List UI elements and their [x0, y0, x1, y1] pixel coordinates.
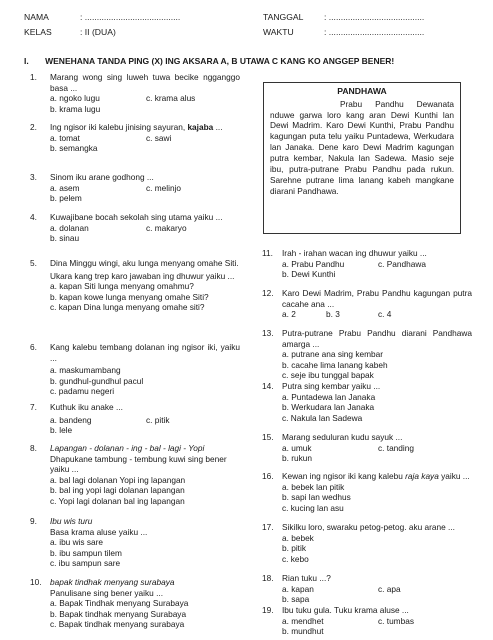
option-c[interactable]: c. pitik [146, 414, 170, 425]
question-text: Marang wong sing luweh tuwa becike ngganggo basa ... [50, 72, 240, 93]
option-c[interactable]: c. melinjo [146, 182, 182, 193]
question-text: Rian tuku ...? [282, 573, 331, 583]
question-text [50, 577, 240, 588]
option-a[interactable]: a. ngoko lugu [50, 93, 100, 104]
option-a[interactable]: a. maskumambang [50, 365, 121, 376]
tanggal-value: : ........................................ [324, 12, 425, 22]
option-b[interactable]: b. sapi lan wedhus [282, 492, 351, 503]
question-text-italic: bapak tindhak menyang surabaya [50, 577, 175, 587]
option-a[interactable]: a. Bapak Tindhak menyang Surabaya [50, 598, 189, 609]
option-a[interactable]: a. bandeng [50, 414, 92, 425]
question-12 [262, 288, 472, 320]
option-c[interactable]: c. kucing lan asu [282, 502, 344, 513]
option-a[interactable]: a. dolanan [50, 222, 89, 233]
instruction-text: WENEHANA TANDA PING (X) ING AKSARA A, B UTAWA C KANG KO ANGGEP BENER! [45, 56, 395, 66]
question-text-pre: Ing ngisor iki kalebu jinising sayuran, [50, 122, 188, 132]
option-c[interactable]: c. kebo [282, 553, 309, 564]
option-c[interactable]: c. kapan Dina lunga menyang omahe siti? [50, 302, 205, 313]
option-c[interactable]: c. Nakula lan Sadewa [282, 412, 363, 423]
option-b[interactable]: b. krama lugu [50, 103, 101, 114]
option-a[interactable]: a. bal lagi dolanan Yopi ing lapangan [50, 474, 186, 485]
question-number: 7. [30, 402, 37, 412]
option-a[interactable]: a. 2 [282, 309, 296, 320]
option-c[interactable]: c. Pandhawa [378, 258, 426, 269]
question-text: Sikilku loro, swaraku petog-petog. aku arane ... [282, 522, 455, 532]
question-text: Sinom iku arane godhong ... [50, 172, 154, 182]
question-number: 2. [30, 122, 37, 132]
question-text: Putra sing kembar yaiku ... [282, 381, 381, 391]
question-1 [30, 72, 240, 114]
waktu-label: WAKTU [263, 27, 294, 37]
option-c[interactable]: c. padamu negeri [50, 386, 115, 397]
option-b[interactable]: b. Werkudara lan Janaka [282, 402, 375, 413]
passage-title: PANDHAWA [337, 86, 387, 96]
option-a[interactable]: a. bebek [282, 532, 314, 543]
question-text [282, 471, 472, 482]
question-16 [262, 471, 472, 513]
option-c[interactable]: c. 4 [378, 309, 392, 320]
option-a[interactable]: a. Prabu Pandhu [282, 258, 345, 269]
option-c[interactable]: c. sawi [146, 132, 172, 143]
option-b[interactable]: b. cacahe lima lanang kabeh [282, 359, 388, 370]
option-b[interactable]: b. semangka [50, 143, 98, 154]
question-number: 19. [262, 605, 274, 615]
question-subtext: Ukara kang trep karo jawaban ing dhuwur yaiku ... [50, 270, 235, 281]
question-text [50, 516, 240, 527]
option-c[interactable]: c. Yopi lagi dolanan bal ing lapangan [50, 495, 185, 506]
question-4 [30, 212, 240, 244]
question-text-italic: Lapangan - dolanan - ing - bal - lagi - Yopi [50, 443, 205, 453]
question-number: 13. [262, 328, 274, 338]
question-11 [262, 248, 472, 280]
option-a[interactable]: a. asem [50, 182, 80, 193]
option-b[interactable]: b. Bapak tindhak menyang Surabaya [50, 608, 187, 619]
question-2 [30, 122, 240, 154]
instruction [24, 56, 474, 67]
option-c[interactable]: c. ibu sampun sare [50, 558, 121, 569]
option-c[interactable]: c. tumbas [378, 615, 414, 626]
option-a[interactable]: a. putrane ana sing kembar [282, 349, 384, 360]
option-b[interactable]: b. ibu sampun tilem [50, 547, 122, 558]
question-9 [30, 516, 240, 569]
question-number: 5. [30, 258, 37, 268]
question-subtext: Dhapukane tambung - tembung kuwi sing bener yaiku ... [50, 453, 227, 475]
option-a[interactable]: a. mendhet [282, 615, 324, 626]
option-b[interactable]: b. 3 [326, 309, 340, 320]
option-b[interactable]: b. lele [50, 425, 73, 436]
question-8 [30, 443, 240, 507]
option-b[interactable]: b. gundhul-gundhul pacul [50, 375, 144, 386]
question-19 [262, 605, 472, 637]
question-text-italic: Ibu wis turu [50, 516, 93, 526]
question-text: Irah - irahan wacan ing dhuwur yaiku ... [282, 248, 427, 258]
kelas-value: : II (DUA) [80, 27, 116, 37]
option-a[interactable]: a. umuk [282, 442, 312, 453]
waktu-value: : ........................................ [324, 27, 425, 37]
question-subtext: Panulisane sing bener yaiku ... [50, 587, 164, 598]
question-subtext: Basa krama aluse yaiku ... [50, 526, 148, 537]
question-text: Kang kalebu tembang dolanan ing ngisor iki, yaiku ... [50, 342, 240, 363]
question-text: Kuthuk iku anake ... [50, 402, 123, 412]
question-text-post: yaiku ... [438, 471, 470, 481]
option-b[interactable]: b. kapan kowe lunga menyang omahe Siti? [50, 291, 209, 302]
question-number: 9. [30, 516, 37, 526]
option-b[interactable]: b. pitik [282, 543, 306, 554]
option-a[interactable]: a. ibu wis sare [50, 537, 104, 548]
question-text: Putra-putrane Prabu Pandhu diarani Pandhawa amarga ... [282, 328, 472, 349]
question-17 [262, 522, 472, 564]
question-text-bold: kajaba [187, 122, 214, 132]
kelas-label: KELAS [24, 27, 52, 37]
question-14 [262, 381, 472, 423]
question-text: Ibu tuku gula. Tuku krama aluse ... [282, 605, 409, 615]
option-c[interactable]: c. apa [378, 583, 401, 594]
option-c[interactable]: c. Bapak tindhak menyang surabaya [50, 619, 185, 630]
question-number: 15. [262, 432, 274, 442]
question-number: 6. [30, 342, 37, 352]
question-7 [30, 402, 240, 436]
option-b[interactable]: b. sapa [282, 594, 310, 605]
option-b[interactable]: b. Dewi Kunthi [282, 269, 336, 280]
question-number: 4. [30, 212, 37, 222]
question-number: 11. [262, 248, 273, 258]
question-number: 1. [30, 72, 37, 82]
question-3 [30, 172, 240, 204]
tanggal-label: TANGGAL [263, 12, 304, 22]
instruction-number: I. [24, 56, 29, 66]
question-number: 17. [262, 522, 274, 532]
question-number: 16. [262, 471, 274, 481]
question-15 [262, 432, 472, 464]
option-c[interactable]: c. seje ibu tunggal bapak [282, 370, 374, 381]
option-b[interactable]: b. mundhut [282, 626, 324, 637]
option-c[interactable]: c. tanding [378, 442, 414, 453]
question-number: 3. [30, 172, 37, 182]
question-text-pre: Kewan ing ngisor iki kang kalebu [282, 471, 406, 481]
question-number: 14. [262, 381, 274, 391]
question-10 [30, 577, 240, 630]
question-5 [30, 258, 240, 313]
option-c[interactable]: c. krama alus [146, 93, 196, 104]
question-text: Karo Dewi Madrim, Prabu Pandhu kagungan putra cacahe ana ... [282, 288, 472, 309]
question-text: Kuwajibane bocah sekolah sing utama yaiku ... [50, 212, 223, 222]
question-number: 12. [262, 288, 274, 298]
question-text-italic: raja kaya [405, 471, 439, 481]
question-text: Dina Minggu wingi, aku lunga menyang omahe Siti. [50, 258, 239, 268]
question-text: Marang seduluran kudu sayuk ... [282, 432, 403, 442]
option-a[interactable]: a. Puntadewa lan Janaka [282, 391, 376, 402]
question-text [50, 443, 240, 454]
reading-passage-box [263, 82, 461, 234]
question-number: 18. [262, 573, 274, 583]
question-number: 10. [30, 577, 42, 587]
option-a[interactable]: a. kapan [282, 583, 314, 594]
question-13 [262, 328, 472, 381]
question-18 [262, 573, 472, 605]
option-b[interactable]: b. sinau [50, 233, 80, 244]
option-a[interactable]: a. bebek lan pitik [282, 481, 345, 492]
question-text [50, 122, 240, 133]
nama-label: NAMA [24, 12, 49, 22]
option-b[interactable]: b. pelem [50, 193, 82, 204]
option-c[interactable]: c. makaryo [146, 222, 187, 233]
question-6 [30, 342, 240, 397]
nama-value: : ........................................ [80, 12, 181, 22]
option-a[interactable]: a. tomat [50, 132, 80, 143]
question-number: 8. [30, 443, 37, 453]
option-b[interactable]: b. bal ing yopi lagi dolanan lapangan [50, 485, 185, 496]
option-a[interactable]: a. kapan Siti lunga menyang omahmu? [50, 281, 194, 292]
passage-body: Prabu Pandhu Dewanata nduwe garwa loro kang aran Dewi Kunthi lan Dewi Madrim. Karo Dewi Kunthi, Prabu Pandhu kagungan puta telu yaiku Puntadewa, Werkudara lan Janaka. Dene karo Dewi Madrim kagungan putra kembar, Nakula lan Sadewa. Masio seje ibu, putra-putrane Prabu Pandhu pada rukun. Sarehne putrane lima lanang kabeh mangkane diarani Pandhawa. [270, 98, 454, 196]
question-text-post: ... [213, 122, 223, 132]
option-b[interactable]: b. rukun [282, 453, 312, 464]
